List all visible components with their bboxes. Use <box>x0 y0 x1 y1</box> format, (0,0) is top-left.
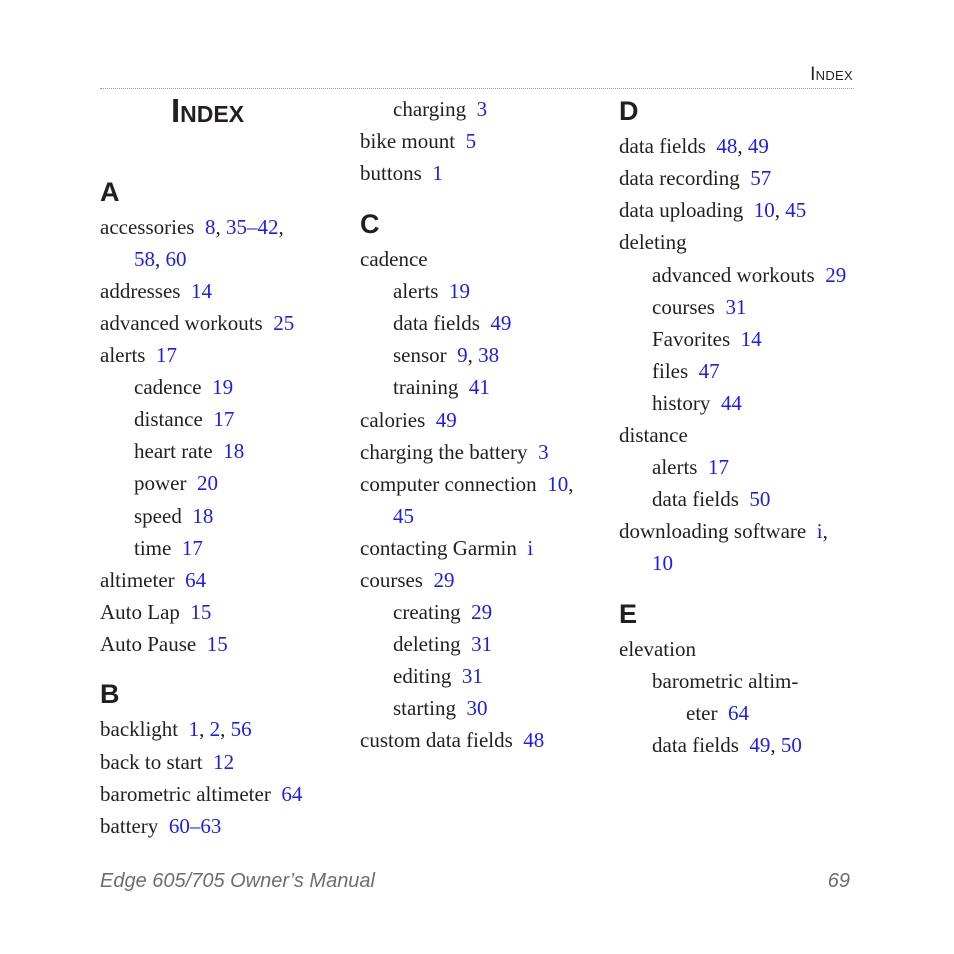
entry-term: downloading software <box>619 519 807 543</box>
index-entry-continuation <box>393 503 414 529</box>
index-subentry <box>393 310 511 336</box>
entry-term: data fields <box>652 487 739 511</box>
page-ref[interactable]: 10 <box>753 198 775 222</box>
index-subentry <box>134 503 213 529</box>
page-ref[interactable]: 17 <box>213 407 235 431</box>
entry-term: data fields <box>619 134 706 158</box>
section-letter-a: A <box>100 177 120 207</box>
entry-term: custom data fields <box>360 728 513 752</box>
index-subentry <box>393 342 499 368</box>
page-ref[interactable]: 17 <box>181 536 203 560</box>
entry-term: altimeter <box>100 568 175 592</box>
entry-term: elevation <box>619 637 696 661</box>
index-subentry <box>393 695 488 721</box>
section-letter-e: E <box>619 599 638 629</box>
entry-term: data fields <box>393 311 480 335</box>
ref-separator: , <box>278 215 284 239</box>
page-ref[interactable]: 41 <box>468 375 490 399</box>
entry-term: charging <box>393 97 467 121</box>
entry-term: time <box>134 536 172 560</box>
page-ref[interactable]: 18 <box>192 504 214 528</box>
entry-term: courses <box>652 295 715 319</box>
entry-term: history <box>652 391 711 415</box>
index-subentry <box>652 454 729 480</box>
page-ref[interactable]: 60–63 <box>168 814 222 838</box>
index-subentry <box>652 358 720 384</box>
index-subentry <box>652 732 802 758</box>
entry-term: heart rate <box>134 439 213 463</box>
index-subentry <box>652 390 742 416</box>
page-ref[interactable]: i <box>816 519 823 543</box>
index-entry <box>619 165 771 191</box>
page-ref[interactable]: 10 <box>652 551 673 575</box>
index-subentry <box>134 470 218 496</box>
index-entry <box>100 813 221 839</box>
entry-term: data recording <box>619 166 740 190</box>
entry-term: battery <box>100 814 159 838</box>
entry-term: cadence <box>360 247 428 271</box>
page-ref[interactable]: 49 <box>435 408 457 432</box>
entry-term: eter <box>686 701 718 725</box>
entry-term: addresses <box>100 279 181 303</box>
index-entry <box>100 749 234 775</box>
entry-term: Auto Pause <box>100 632 197 656</box>
ref-separator: , <box>215 215 226 239</box>
page-footer <box>100 870 850 893</box>
index-entry <box>100 214 284 240</box>
page-ref[interactable]: 49 <box>747 134 769 158</box>
manual-title: Edge 605/705 Owner’s Manual <box>100 870 375 892</box>
running-head: Index <box>810 64 853 85</box>
section-letter-b: B <box>100 679 120 709</box>
entry-term: charging the battery <box>360 440 528 464</box>
page-ref[interactable]: 64 <box>281 782 303 806</box>
page-ref[interactable]: 60 <box>165 247 187 271</box>
entry-term: Auto Lap <box>100 600 180 624</box>
entry-term: power <box>134 471 187 495</box>
entry-term: speed <box>134 504 182 528</box>
entry-term: advanced workouts <box>100 311 263 335</box>
page-ref[interactable]: 45 <box>393 504 414 528</box>
index-entry <box>619 229 687 255</box>
page-ref[interactable]: 9 <box>457 343 468 367</box>
index-subentry <box>134 535 203 561</box>
page-ref[interactable]: 8 <box>204 215 216 239</box>
page-ref[interactable]: 14 <box>190 279 212 303</box>
index-entry <box>619 636 696 662</box>
ref-separator: , <box>822 519 828 543</box>
page-ref[interactable]: 57 <box>750 166 772 190</box>
page-ref[interactable]: 25 <box>273 311 295 335</box>
page-ref[interactable]: 19 <box>212 375 234 399</box>
index-subentry <box>393 631 492 657</box>
entry-term: alerts <box>652 455 698 479</box>
page-ref[interactable]: 31 <box>725 295 747 319</box>
index-entry <box>619 422 688 448</box>
entry-term: barometric altimeter <box>100 782 271 806</box>
page-ref[interactable]: 3 <box>476 97 488 121</box>
page-ref[interactable]: 1 <box>188 717 200 741</box>
index-entry <box>360 439 549 465</box>
ref-separator: , <box>199 717 210 741</box>
page-ref[interactable]: 3 <box>538 440 549 464</box>
page-ref[interactable]: 47 <box>698 359 720 383</box>
entry-term: data uploading <box>619 198 744 222</box>
entry-term: back to start <box>100 750 203 774</box>
page-ref[interactable]: 38 <box>478 343 500 367</box>
entry-term: data fields <box>652 733 739 757</box>
index-subentry <box>652 262 846 288</box>
index-subentry <box>652 326 762 352</box>
index-entry <box>100 278 212 304</box>
page-ref[interactable]: 5 <box>465 129 477 153</box>
index-entry <box>360 471 573 497</box>
page-ref[interactable]: 31 <box>471 632 493 656</box>
index-subentry <box>134 438 244 464</box>
entry-term: deleting <box>619 230 687 254</box>
index-entry <box>360 246 428 272</box>
entry-term: alerts <box>393 279 439 303</box>
page-ref[interactable]: 58 <box>134 247 155 271</box>
ref-separator: , <box>568 472 574 496</box>
index-subentry <box>134 406 234 432</box>
index-subentry <box>393 374 490 400</box>
page-ref[interactable]: 45 <box>785 198 807 222</box>
index-entry <box>360 727 544 753</box>
entry-term: starting <box>393 696 456 720</box>
page-ref[interactable]: 20 <box>196 471 218 495</box>
index-entry <box>100 781 302 807</box>
index-subentry <box>393 599 492 625</box>
page-ref[interactable]: 29 <box>433 568 455 592</box>
page-ref[interactable]: 49 <box>749 733 771 757</box>
index-subentry <box>393 96 487 122</box>
page-ref[interactable]: 29 <box>825 263 847 287</box>
page-ref[interactable]: 15 <box>190 600 212 624</box>
entry-term: computer connection <box>360 472 537 496</box>
section-letter-c: C <box>360 209 380 239</box>
entry-term: Favorites <box>652 327 731 351</box>
page-ref[interactable]: 17 <box>707 455 729 479</box>
page-ref[interactable]: 14 <box>740 327 762 351</box>
index-subentry <box>652 294 746 320</box>
page-ref[interactable]: 2 <box>209 717 221 741</box>
page-ref[interactable]: 1 <box>432 161 443 185</box>
ref-separator: , <box>467 343 479 367</box>
index-entry <box>100 631 228 657</box>
page-ref[interactable]: 31 <box>461 664 483 688</box>
entry-term: distance <box>134 407 203 431</box>
page-ref[interactable]: 48 <box>523 728 545 752</box>
page-ref[interactable]: 35–42 <box>225 215 279 239</box>
page-ref[interactable]: 64 <box>185 568 207 592</box>
page-ref[interactable]: 19 <box>448 279 470 303</box>
page-ref[interactable]: 18 <box>223 439 245 463</box>
index-subentry <box>393 663 483 689</box>
ref-separator: , <box>220 717 231 741</box>
entry-term: barometric altim- <box>652 669 799 693</box>
page-title: Index <box>171 92 245 129</box>
page-ref[interactable]: 17 <box>155 343 177 367</box>
ref-separator: , <box>155 247 166 271</box>
page-ref[interactable]: 10 <box>547 472 569 496</box>
entry-term: alerts <box>100 343 146 367</box>
entry-term: buttons <box>360 161 422 185</box>
index-subentry <box>134 374 233 400</box>
page-ref[interactable]: 50 <box>780 733 802 757</box>
ref-separator: , <box>770 733 781 757</box>
page-ref[interactable]: 29 <box>471 600 493 624</box>
index-entry <box>360 535 533 561</box>
page-ref[interactable]: 49 <box>490 311 512 335</box>
index-entry <box>360 567 454 593</box>
index-entry <box>100 310 294 336</box>
entry-term: files <box>652 359 689 383</box>
index-subentry <box>652 668 798 694</box>
page-ref[interactable]: i <box>527 536 534 560</box>
entry-term: deleting <box>393 632 461 656</box>
entry-term: creating <box>393 600 461 624</box>
index-entry <box>100 716 252 742</box>
index-subentry <box>393 278 470 304</box>
entry-term: advanced workouts <box>652 263 815 287</box>
index-entry-continuation <box>652 550 673 576</box>
index-entry <box>619 133 769 159</box>
index-entry <box>100 342 177 368</box>
page-ref[interactable]: 64 <box>727 701 749 725</box>
entry-term: sensor <box>393 343 447 367</box>
entry-term: cadence <box>134 375 202 399</box>
index-entry <box>619 197 806 223</box>
entry-term: backlight <box>100 717 179 741</box>
index-entry <box>619 518 828 544</box>
entry-term: bike mount <box>360 129 456 153</box>
entry-term: training <box>393 375 459 399</box>
index-entry <box>360 407 457 433</box>
page-ref[interactable]: 15 <box>206 632 228 656</box>
header-divider <box>100 88 854 89</box>
entry-term: editing <box>393 664 452 688</box>
entry-term: contacting Garmin <box>360 536 517 560</box>
index-entry <box>360 160 443 186</box>
index-subentry <box>652 486 770 512</box>
entry-term: accessories <box>100 215 195 239</box>
entry-term: courses <box>360 568 423 592</box>
index-entry-continuation <box>134 246 187 272</box>
section-letter-d: D <box>619 96 639 126</box>
index-subentry-continuation <box>686 700 749 726</box>
index-entry <box>360 128 476 154</box>
page-ref[interactable]: 48 <box>716 134 738 158</box>
page-ref[interactable]: 50 <box>749 487 771 511</box>
ref-separator: , <box>774 198 786 222</box>
page-ref[interactable]: 12 <box>213 750 235 774</box>
ref-separator: , <box>737 134 748 158</box>
index-entry <box>100 567 206 593</box>
index-entry <box>100 599 211 625</box>
page-ref[interactable]: 30 <box>466 696 488 720</box>
entry-term: distance <box>619 423 688 447</box>
page-number: 69 <box>827 870 850 892</box>
page-ref[interactable]: 56 <box>230 717 252 741</box>
entry-term: calories <box>360 408 426 432</box>
page-ref[interactable]: 44 <box>720 391 742 415</box>
